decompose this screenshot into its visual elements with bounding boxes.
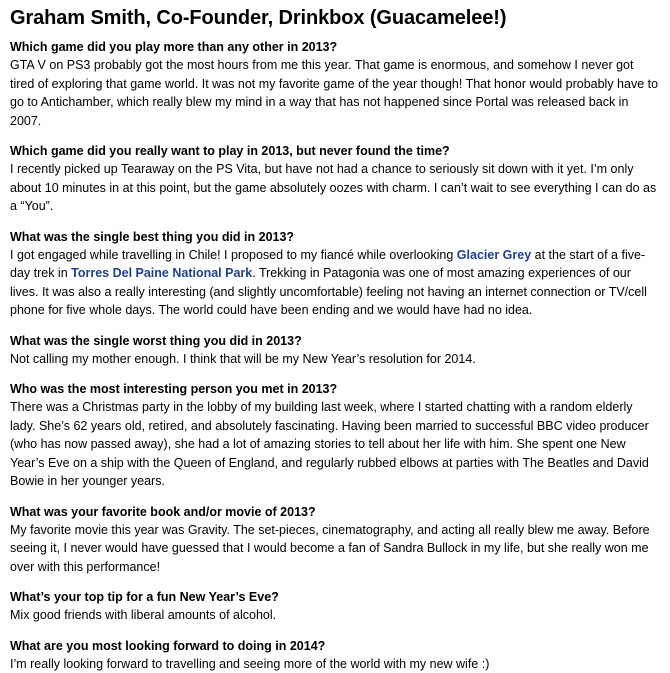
question: Which game did you really want to play in 2013, but never found the time? xyxy=(10,143,660,160)
qa-item-favorite-book-movie xyxy=(10,504,660,577)
qa-item-new-years-tip xyxy=(10,589,660,625)
answer xyxy=(10,246,660,320)
qa-item-looking-forward xyxy=(10,638,660,673)
qa-item-wanted-to-play xyxy=(10,143,660,216)
question: What are you most looking forward to doing in 2014? xyxy=(10,638,660,655)
question: Who was the most interesting person you met in 2013? xyxy=(10,381,660,398)
answer: I’m really looking forward to travelling and seeing more of the world with my new wife :) xyxy=(10,655,660,673)
question: What was the single worst thing you did in 2013? xyxy=(10,333,660,350)
question: Which game did you play more than any other in 2013? xyxy=(10,39,660,56)
answer: I recently picked up Tearaway on the PS Vita, but have not had a chance to seriously sit down with it yet. I’m only about 10 minutes in at this point, but the game absolutely oozes with charm. I can’t wait to see everything I can do as a “You”. xyxy=(10,160,660,216)
qa-item-best-thing xyxy=(10,229,660,320)
glacier-grey-link[interactable]: Glacier Grey xyxy=(457,248,531,262)
answer: Not calling my mother enough. I think that will be my New Year’s resolution for 2014. xyxy=(10,350,660,369)
qa-item-interesting-person xyxy=(10,381,660,491)
question: What was the single best thing you did in 2013? xyxy=(10,229,660,246)
qa-item-most-played xyxy=(10,39,660,130)
question: What’s your top tip for a fun New Year’s Eve? xyxy=(10,589,660,606)
answer-text: . Trekking in Patagonia was one of most amazing experiences of our lives. It was also a really interesting (and slightly uncomfortable) feeling not having an internet connection or TV/cell phone for five whole days. The world could have been ending and we would have had no idea. xyxy=(10,266,647,317)
torres-del-paine-link[interactable]: Torres Del Paine National Park xyxy=(71,266,252,280)
answer: GTA V on PS3 probably got the most hours from me this year. That game is enormous, and somehow I never got tired of exploring that game world. It was not my favorite game of the year though! That honor would probably have to go to Antichamber, which really blew my mind in a way that has not happened since Portal was released back in 2007. xyxy=(10,56,660,130)
answer: There was a Christmas party in the lobby of my building last week, where I started chatting with a random elderly lady. She’s 62 years old, retired, and absolutely fascinating. Having been married to successful BBC video producer (who has now passed away), she had a lot of amazing stories to tell about her life with him. She spent one New Year’s Eve on a ship with the Queen of England, and regularly rubbed elbows at parties with The Beatles and David Bowie in her younger years. xyxy=(10,398,660,491)
answer: Mix good friends with liberal amounts of alcohol. xyxy=(10,606,660,625)
page-title: Graham Smith, Co-Founder, Drinkbox (Guacamelee!) xyxy=(10,5,660,31)
answer: My favorite movie this year was Gravity. The set-pieces, cinematography, and acting all really blew me away. Before seeing it, I never would have guessed that I would become a fan of Sandra Bullock in my life, but she really won me over with this performance! xyxy=(10,521,660,577)
answer-text: at the start of a five-day trek in xyxy=(10,248,645,281)
answer-text: I got engaged while travelling in Chile! I proposed to my fiancé while overlooking xyxy=(10,248,457,262)
question: What was your favorite book and/or movie of 2013? xyxy=(10,504,660,521)
qa-item-worst-thing xyxy=(10,333,660,369)
